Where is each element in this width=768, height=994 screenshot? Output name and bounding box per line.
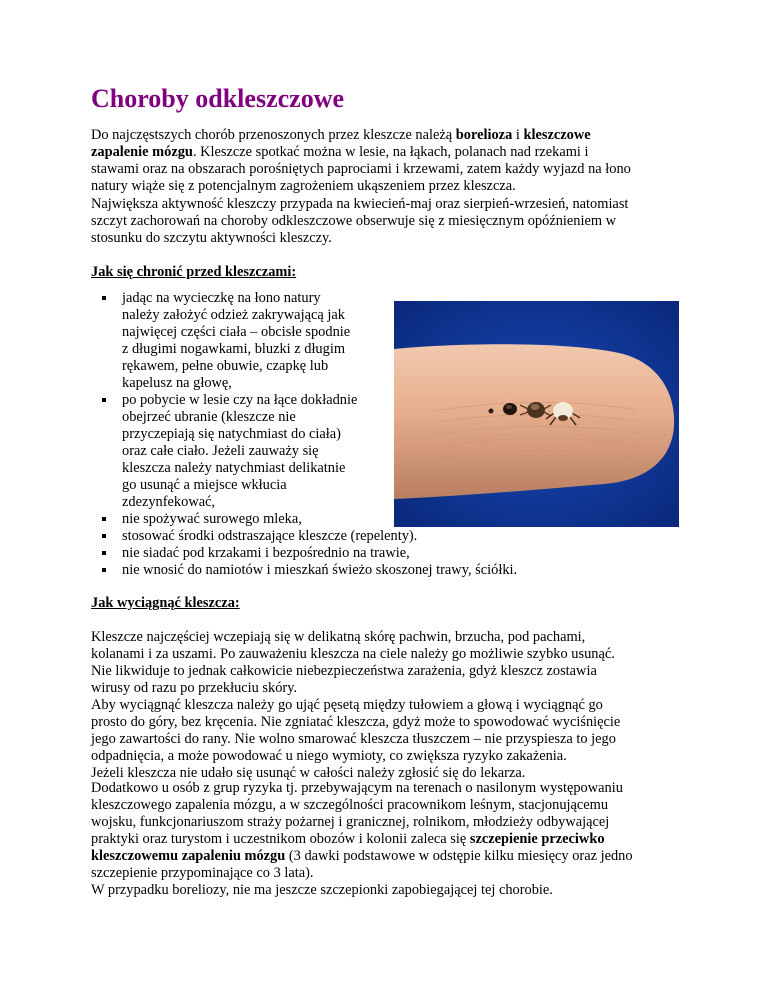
finger-shape <box>394 344 674 499</box>
text-line: kleszczowego zapalenia mózgu, a w szczególności pracownikom leśnym, stacjonującemu <box>91 797 609 813</box>
text-line: stosunku do szczytu aktywności kleszczy. <box>91 230 332 246</box>
text-line: zapalenie mózgu. Kleszcze spotkać można w lesie, na łąkach, polanach nad rzekami i <box>91 144 589 160</box>
list-item-line: należy założyć odzież zakrywającą jak <box>122 307 345 323</box>
bold-term: szczepienie przeciwko <box>469 831 605 847</box>
bold-term: kleszczowe <box>523 127 591 143</box>
bullet-icon <box>102 296 106 300</box>
text-line: szczepienie przypominające co 3 lata). <box>91 865 314 881</box>
bullet-icon <box>102 517 106 521</box>
bullet-icon <box>102 568 106 572</box>
activity-paragraph <box>91 196 681 247</box>
text-line: W przypadku boreliozy, nie ma jeszcze szczepionki zapobiegającej tej chorobie. <box>91 882 553 898</box>
list-item-line: po pobycie w lesie czy na łące dokładnie <box>122 392 358 408</box>
text-line: praktyki oraz turystom i uczestnikom obozów i kolonii zaleca się szczepienie przeciwko <box>91 831 605 847</box>
text-line: Aby wyciągnąć kleszcza należy go ująć pęsetą między tułowiem a głową i wyciągnąć go <box>91 697 603 713</box>
text-line: natury wiąże się z potencjalnym zagrożeniem ukąszeniem przez kleszcza. <box>91 178 516 194</box>
list-item-line: z długimi nogawkami, bluzki z długim <box>122 341 346 357</box>
bold-term: zapalenie mózgu <box>91 144 193 160</box>
bold-term: borelioza <box>455 127 513 143</box>
text-line: stawami oraz na obszarach porośniętych paprociami i krzewami, zatem każdy wyjazd na łono <box>91 161 631 177</box>
vaccine-paragraph <box>91 780 681 899</box>
bullet-icon <box>102 398 106 402</box>
list-item-line: stosować środki odstraszające kleszcze (repelenty). <box>122 528 418 544</box>
list-item-line: kleszcza należy natychmiast delikatnie <box>122 460 346 476</box>
text-line: Dodatkowo u osób z grup ryzyka tj. przebywającym na terenach o nasilonym występowaniu <box>91 780 623 796</box>
list-item <box>91 545 517 562</box>
remove-heading: Jak wyciągnąć kleszcza: <box>91 595 240 611</box>
intro-paragraph <box>91 127 681 195</box>
list-item-line: nie wnosić do namiotów i mieszkań świeżo skoszonej trawy, ściółki. <box>122 562 518 578</box>
list-item-line: najwięcej części ciała – obcisłe spodnie <box>122 324 351 340</box>
tick-larva <box>489 409 494 414</box>
text-line: kleszczowemu zapaleniu mózgu (3 dawki podstawowe w odstępie kilku miesięcy oraz jedno <box>91 848 633 864</box>
text-line: Największa aktywność kleszczy przypada na kwiecień-maj oraz sierpień-wrzesień, natomiast <box>91 196 629 212</box>
list-item-line: nie siadać pod krzakami i bezpośrednio na trawie, <box>122 545 410 561</box>
text-line: Do najczęstszych chorób przenoszonych przez kleszcze należą borelioza i kleszczowe <box>91 127 591 143</box>
ticks-on-finger-photo <box>394 301 679 527</box>
list-item-line: kapelusz na głowę, <box>122 375 232 391</box>
text-line: szczyt zachorowań na choroby odkleszczowe obserwuje się z miesięcznym opóźnieniem w <box>91 213 617 229</box>
bullet-icon <box>102 534 106 538</box>
text-line: wirusy od razu po przekłuciu skóry. <box>91 680 298 696</box>
text-line: kolanami i za uszami. Po zauważeniu kleszcza na ciele należy go możliwie szybko usunąć. <box>91 646 615 662</box>
bold-term: kleszczowemu zapaleniu mózgu <box>91 848 286 864</box>
list-item-line: obejrzeć ubranie (kleszcze nie <box>122 409 296 425</box>
protect-heading: Jak się chronić przed kleszczami: <box>91 264 297 280</box>
text-line: Kleszcze najczęściej wczepiają się w delikatną skórę pachwin, brzucha, pod pachami, <box>91 629 586 645</box>
tick-nymph <box>503 403 517 415</box>
text-line: prosto do góry, bez kręcenia. Nie zgniatać kleszcza, gdyż może to spowodować wyciśnięcie <box>91 714 621 730</box>
remove-paragraph <box>91 629 681 782</box>
text-line: Nie likwiduje to jednak całkowicie niebezpieczeństwa zarażenia, gdyż kleszcz zostawia <box>91 663 597 679</box>
list-item-line: nie spożywać surowego mleka, <box>122 511 302 527</box>
text-line: Jeżeli kleszcza nie udało się usunąć w całości należy zgłosić się do lekarza. <box>91 765 526 781</box>
page-title: Choroby odkleszczowe <box>91 84 345 113</box>
list-item-line: oraz całe ciało. Jeżeli zauważy się <box>122 443 319 459</box>
bullet-icon <box>102 551 106 555</box>
list-item-line: przyczepiają się natychmiast do ciała) <box>122 426 341 442</box>
list-item-line: zdezynfekować, <box>122 494 216 510</box>
list-item-line: rękawem, pełne obuwie, czapkę lub <box>122 358 329 374</box>
text-line: wojsku, funkcjonariuszom straży pożarnej i granicznej, rolnikom, młodzieży odbywającej <box>91 814 610 830</box>
text-line: jego zawartości do rany. Nie wolno smarować kleszcza tłuszczem – nie przyspiesza to jego <box>91 731 616 747</box>
list-item <box>91 528 517 545</box>
list-item-line: jadąc na wycieczkę na łono natury <box>122 290 321 306</box>
list-item <box>91 562 517 579</box>
list-item-line: go usunąć a miejsce wkłucia <box>122 477 287 493</box>
text-line: odpadnięcia, a może powodować u niego wymioty, co zwiększa ryzyko zakażenia. <box>91 748 567 764</box>
